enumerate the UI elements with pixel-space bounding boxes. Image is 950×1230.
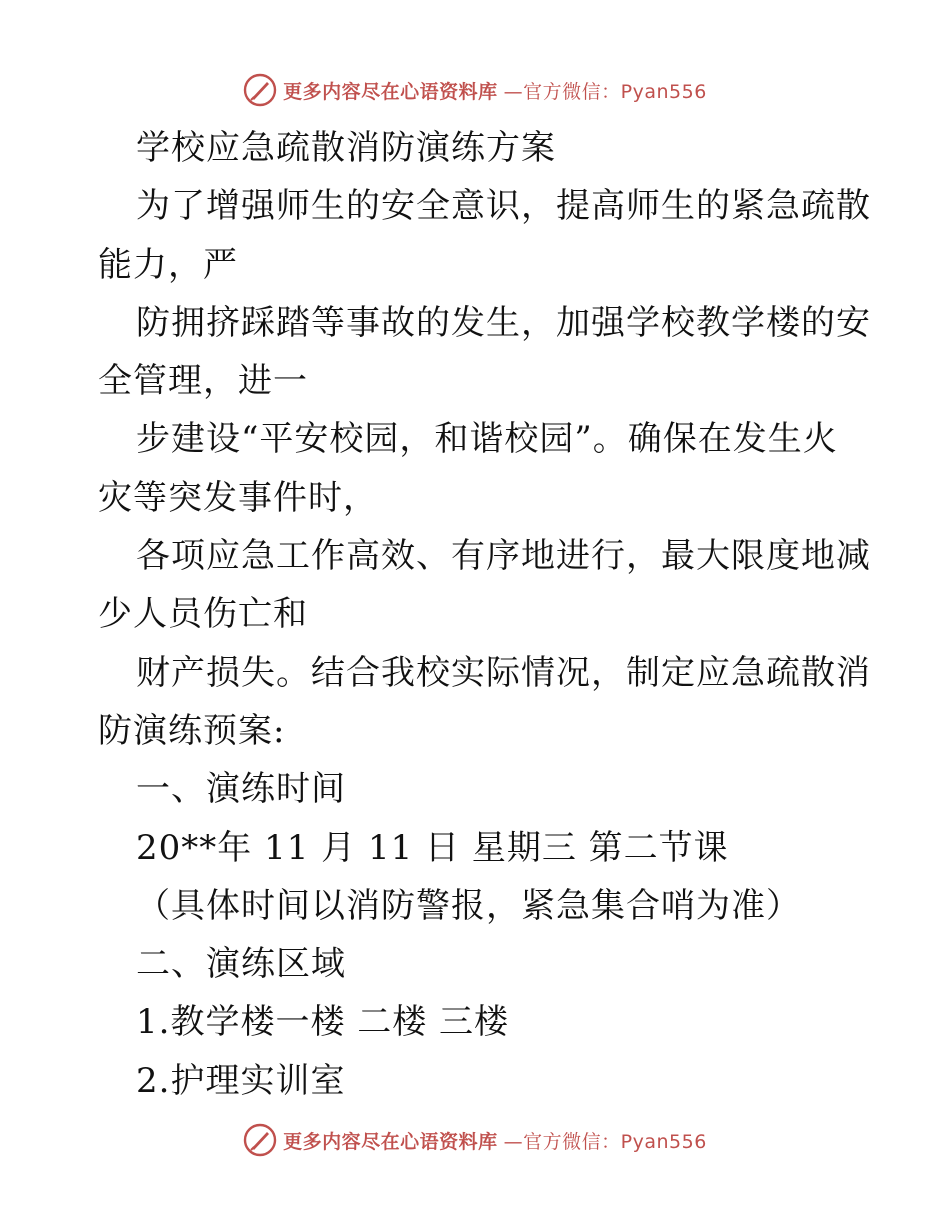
watermark-main-text: 更多内容尽在心语资料库 [283,80,498,103]
text-line: 少人员伤亡和 [98,594,308,635]
watermark-sub-text: —官方微信：Pyan556 [503,1130,707,1153]
text-line: 防拥挤踩踏等事故的发生，加强学校教学楼的安 [136,302,871,343]
text-line: 防演练预案: [98,710,286,751]
text-line: 20**年 11 月 11 日 星期三 第二节课 [136,827,729,868]
section-heading: 二、演练区域 [136,944,346,985]
text-line: 为了增强师生的安全意识，提高师生的紧急疏散 [136,186,871,227]
text-line: 能力，严 [98,244,238,285]
text-line: 全管理，进一 [98,361,308,402]
text-line: （具体时间以消防警报，紧急集合哨为准） [136,885,801,926]
text-line: 各项应急工作高效、有序地进行，最大限度地减 [136,536,871,577]
quill-logo-icon [243,73,277,107]
list-item: 1.教学楼一楼 二楼 三楼 [136,1002,510,1043]
watermark-sub-text: —官方微信：Pyan556 [503,80,707,103]
list-item: 2.护理实训室 [136,1060,346,1101]
text-line: 步建设“平安校园，和谐校园”。确保在发生火 [136,419,838,460]
watermark-main-text: 更多内容尽在心语资料库 [283,1130,498,1153]
quill-logo-icon [243,1123,277,1157]
document-title: 学校应急疏散消防演练方案 [136,128,556,168]
header-watermark [0,70,950,110]
footer-watermark [0,1120,950,1160]
document-body [98,119,871,1110]
section-heading: 一、演练时间 [136,769,346,810]
text-line: 灾等突发事件时， [98,477,378,518]
text-line: 财产损失。结合我校实际情况，制定应急疏散消 [136,652,871,693]
